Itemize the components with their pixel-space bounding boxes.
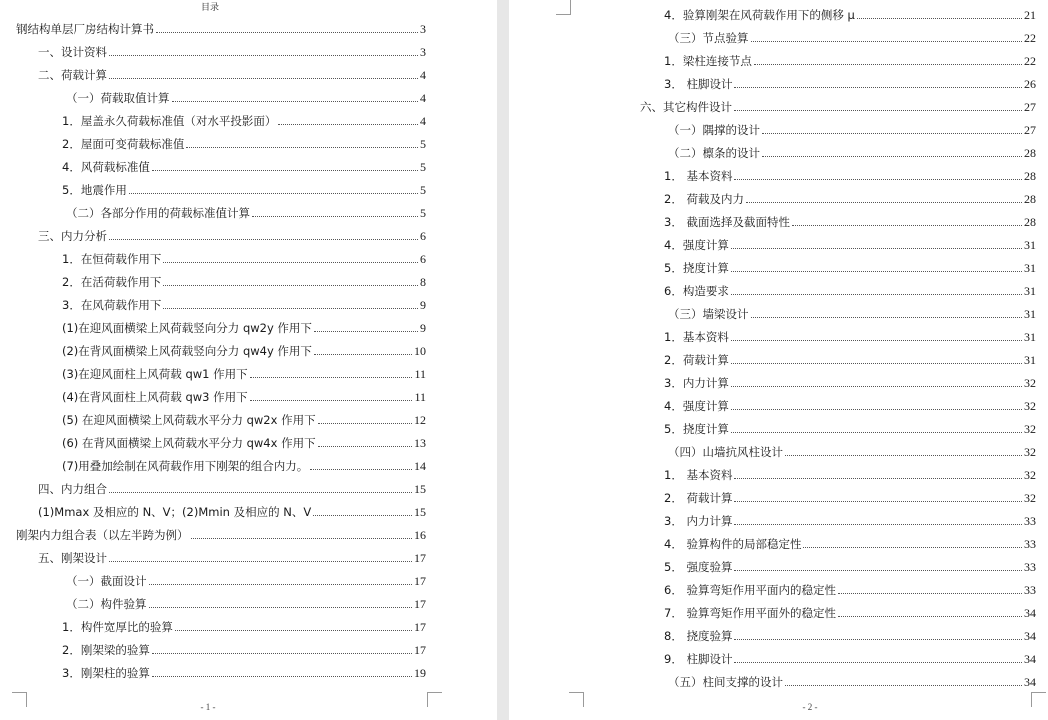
toc-dot-leader [731,247,1022,249]
toc-entry[interactable] [62,434,426,450]
toc-entry[interactable] [38,549,426,565]
toc-page-number: 34 [1024,629,1036,643]
toc-entry-title: 5．挠度计算 [664,422,729,436]
toc-entry-title: 钢结构单层厂房结构计算书 [16,22,154,36]
toc-entry[interactable] [664,466,1036,482]
toc-heading: 目录 [200,3,219,13]
toc-dot-leader [109,491,412,493]
toc-dot-leader [754,63,1022,65]
toc-entry[interactable] [664,374,1036,390]
toc-entry-title: 9． 柱脚设计 [664,652,733,666]
toc-entry[interactable] [664,282,1036,298]
toc-page-number: 9 [420,321,426,335]
toc-page-number: 5 [420,206,426,220]
toc-page-number: 32 [1024,445,1036,459]
toc-dot-leader [734,86,1022,88]
toc-dot-leader [731,270,1022,272]
toc-entry[interactable] [38,66,426,82]
toc-dot-leader [731,293,1022,295]
toc-page-number: 15 [414,505,426,519]
toc-entry-title: 1．屋盖永久荷载标准值（对水平投影面） [62,114,277,128]
toc-page-number: 22 [1024,31,1036,45]
toc-page-number: 28 [1024,192,1036,206]
toc-dot-leader [734,178,1022,180]
toc-dot-leader [803,546,1022,548]
toc-entry-title: 2． 荷载计算 [664,491,733,505]
toc-entry[interactable] [38,503,426,519]
toc-entry[interactable] [62,342,426,358]
toc-dot-leader [751,316,1023,318]
toc-entry-title: 7． 验算弯矩作用平面外的稳定性 [664,606,836,620]
toc-entry-title: (1)在迎风面横梁上风荷载竖向分力 qw2y 作用下 [62,321,312,335]
toc-entry-title: 3．内力计算 [664,376,729,390]
toc-dot-leader [792,224,1022,226]
toc-dot-leader [250,376,413,378]
crop-mark [569,692,584,707]
toc-dot-leader [731,408,1022,410]
toc-dot-leader [163,307,418,309]
toc-page-number: 22 [1024,54,1036,68]
toc-entry[interactable] [66,204,426,220]
toc-page-number: 4 [420,114,426,128]
toc-entry-title: (1)Mmax 及相应的 N、V；(2)Mmin 及相应的 N、V [38,505,312,519]
toc-page-number: 17 [414,551,426,565]
toc-dot-leader [746,201,1022,203]
toc-page-number: 26 [1024,77,1036,91]
toc-entry-title: 5．挠度计算 [664,261,729,275]
toc-page-number: 28 [1024,215,1036,229]
toc-entry[interactable] [640,98,1036,114]
toc-dot-leader [278,123,418,125]
toc-dot-leader [785,684,1022,686]
toc-page-number: 33 [1024,560,1036,574]
toc-entry[interactable] [62,618,426,634]
toc-page-number: 17 [414,643,426,657]
toc-dot-leader [152,652,412,654]
toc-entry[interactable] [66,595,426,611]
toc-entry[interactable] [62,664,426,680]
toc-dot-leader [109,77,418,79]
toc-dot-leader [751,40,1023,42]
toc-entry[interactable] [668,443,1036,459]
toc-entry-title: （一）隅撑的设计 [668,123,760,137]
toc-entry-title: 4．验算刚架在风荷载作用下的侧移 μ [664,8,855,22]
toc-page-number: 31 [1024,284,1036,298]
toc-page-number: 5 [420,183,426,197]
toc-dot-leader [152,675,412,677]
document-page-1 [0,0,497,720]
toc-page-number: 28 [1024,169,1036,183]
toc-dot-leader [314,353,412,355]
toc-dot-leader [731,431,1022,433]
toc-page-number: 32 [1024,468,1036,482]
toc-dot-leader [734,109,1022,111]
toc-dot-leader [149,606,413,608]
toc-dot-leader [109,560,412,562]
toc-entry[interactable] [62,365,426,381]
crop-mark [12,692,27,707]
toc-page-number: 33 [1024,514,1036,528]
toc-page-number: 32 [1024,399,1036,413]
toc-entry[interactable] [664,650,1036,666]
toc-page-number: 31 [1024,307,1036,321]
toc-page-number: 13 [414,436,426,450]
toc-entry[interactable] [16,526,426,542]
toc-entry[interactable] [664,236,1036,252]
toc-entry-title: 1．构件宽厚比的验算 [62,620,173,634]
toc-page-number: 3 [420,22,426,36]
toc-page-number: 34 [1024,652,1036,666]
toc-entry[interactable] [664,489,1036,505]
toc-dot-leader [731,385,1022,387]
toc-entry-title: 2．在活荷载作用下 [62,275,162,289]
toc-dot-leader [734,477,1022,479]
toc-dot-leader [175,629,412,631]
toc-dot-leader [163,261,418,263]
toc-page-number: 6 [420,229,426,243]
toc-dot-leader [172,100,419,102]
toc-entry-title: 2． 荷载及内力 [664,192,744,206]
toc-entry[interactable] [66,89,426,105]
toc-entry-title: 3． 截面选择及截面特性 [664,215,790,229]
toc-entry-title: (5) 在迎风面横梁上风荷载水平分力 qw2x 作用下 [62,413,316,427]
toc-entry-title: 三、内力分析 [38,229,107,243]
page-number-footer: - 2 - [802,702,818,712]
toc-dot-leader [314,330,418,332]
toc-entry[interactable] [38,480,426,496]
toc-entry-title: 3．在风荷载作用下 [62,298,162,312]
toc-entry[interactable] [66,572,426,588]
toc-entry-title: 5．地震作用 [62,183,127,197]
toc-page-number: 6 [420,252,426,266]
toc-entry-title: 6． 验算弯矩作用平面内的稳定性 [664,583,836,597]
toc-entry-title: 刚架内力组合表（以左半跨为例） [16,528,189,542]
toc-dot-leader [109,238,418,240]
toc-entry[interactable] [664,512,1036,528]
page-gap [497,0,509,720]
toc-dot-leader [318,422,412,424]
toc-entry-title: 4． 验算构件的局部稳定性 [664,537,802,551]
toc-entry[interactable] [664,351,1036,367]
toc-entry-title: 4．强度计算 [664,238,729,252]
toc-page-number: 31 [1024,238,1036,252]
toc-entry[interactable] [62,388,426,404]
toc-dot-leader [762,132,1022,134]
toc-entry[interactable] [62,112,426,128]
toc-page-number: 33 [1024,583,1036,597]
toc-entry[interactable] [62,457,426,473]
toc-dot-leader [191,537,413,539]
toc-entry[interactable] [16,20,426,36]
page-number-footer: - 1 - [200,702,216,712]
toc-dot-leader [734,661,1022,663]
toc-page-number: 32 [1024,376,1036,390]
toc-page-number: 9 [420,298,426,312]
toc-page-number: 17 [414,574,426,588]
toc-page-number: 11 [414,390,426,404]
toc-entry[interactable] [62,273,426,289]
toc-entry[interactable] [62,158,426,174]
toc-entry[interactable] [664,397,1036,413]
toc-entry-title: 3． 内力计算 [664,514,733,528]
toc-entry-title: 3．刚架柱的验算 [62,666,150,680]
toc-dot-leader [129,192,418,194]
toc-dot-leader [734,638,1022,640]
toc-page-number: 16 [414,528,426,542]
toc-entry-title: 1． 基本资料 [664,468,733,482]
toc-entry[interactable] [664,558,1036,574]
toc-entry-title: (2)在背风面横梁上风荷载竖向分力 qw4y 作用下 [62,344,312,358]
toc-page-number: 31 [1024,261,1036,275]
toc-page-number: 31 [1024,353,1036,367]
toc-entry-title: 4．强度计算 [664,399,729,413]
toc-entry-title: 2．屋面可变荷载标准值 [62,137,185,151]
toc-entry-title: （五）柱间支撑的设计 [668,675,783,689]
toc-entry[interactable] [62,319,426,335]
toc-entry[interactable] [664,420,1036,436]
toc-entry-title: （二）构件验算 [66,597,147,611]
toc-dot-leader [731,339,1022,341]
crop-mark [1031,692,1046,707]
toc-dot-leader [734,500,1022,502]
toc-dot-leader [318,445,412,447]
toc-dot-leader [149,583,413,585]
toc-entry[interactable] [664,581,1036,597]
toc-entry[interactable] [664,535,1036,551]
toc-entry[interactable] [62,641,426,657]
toc-page-number: 21 [1024,8,1036,22]
toc-entry[interactable] [664,167,1036,183]
toc-page-number: 12 [414,413,426,427]
toc-entry-title: （一）截面设计 [66,574,147,588]
toc-dot-leader [838,592,1022,594]
toc-dot-leader [152,169,418,171]
toc-dot-leader [313,514,412,516]
toc-entry[interactable] [62,411,426,427]
toc-page-number: 10 [414,344,426,358]
toc-entry-title: 3． 柱脚设计 [664,77,733,91]
crop-mark [427,692,442,707]
toc-dot-leader [734,523,1022,525]
toc-entry-title: 8． 挠度验算 [664,629,733,643]
toc-page-number: 5 [420,160,426,174]
toc-entry-title: (7)用叠加绘制在风荷载作用下刚架的组合内力。 [62,459,309,473]
toc-entry-title: 2．刚架梁的验算 [62,643,150,657]
toc-entry-title: 一、设计资料 [38,45,107,59]
toc-entry[interactable] [62,181,426,197]
toc-page-number: 17 [414,620,426,634]
toc-entry[interactable] [62,250,426,266]
toc-entry-title: 二、荷载计算 [38,68,107,82]
toc-dot-leader [857,17,1022,19]
toc-entry-title: 4．风荷载标准值 [62,160,150,174]
toc-page-number: 15 [414,482,426,496]
toc-dot-leader [731,362,1022,364]
toc-entry[interactable] [664,52,1036,68]
toc-entry-title: （四）山墙抗风柱设计 [668,445,783,459]
toc-entry[interactable] [668,673,1036,689]
toc-page-number: 33 [1024,537,1036,551]
toc-entry-title: （三）墙梁设计 [668,307,749,321]
toc-page-number: 34 [1024,606,1036,620]
toc-entry-title: 四、内力组合 [38,482,107,496]
toc-page-number: 32 [1024,491,1036,505]
toc-page-number: 4 [420,91,426,105]
toc-page-number: 28 [1024,146,1036,160]
toc-dot-leader [838,615,1022,617]
toc-page-number: 32 [1024,422,1036,436]
toc-entry[interactable] [668,121,1036,137]
toc-dot-leader [310,468,412,470]
toc-dot-leader [785,454,1022,456]
toc-entry-title: （二）各部分作用的荷载标准值计算 [66,206,250,220]
toc-page-number: 3 [420,45,426,59]
toc-page-number: 17 [414,597,426,611]
toc-entry-title: 1．梁柱连接节点 [664,54,752,68]
toc-entry[interactable] [38,43,426,59]
document-page-2 [509,0,1048,720]
toc-dot-leader [250,399,413,401]
toc-page-number: 19 [414,666,426,680]
toc-dot-leader [186,146,418,148]
toc-entry[interactable] [664,328,1036,344]
toc-entry-title: 1． 基本资料 [664,169,733,183]
toc-entry-title: 1．基本资料 [664,330,729,344]
toc-page-number: 34 [1024,675,1036,689]
toc-entry[interactable] [668,144,1036,160]
toc-entry-title: 1．在恒荷载作用下 [62,252,162,266]
toc-dot-leader [252,215,418,217]
toc-entry-title: 2．荷载计算 [664,353,729,367]
toc-dot-leader [762,155,1022,157]
toc-page-number: 5 [420,137,426,151]
toc-entry[interactable] [664,75,1036,91]
toc-entry-title: 五、刚架设计 [38,551,107,565]
toc-entry-title: 5． 强度验算 [664,560,733,574]
toc-dot-leader [156,31,418,33]
toc-entry-title: (6) 在背风面横梁上风荷载水平分力 qw4x 作用下 [62,436,316,450]
toc-dot-leader [109,54,418,56]
toc-page-number: 8 [420,275,426,289]
toc-page-number: 4 [420,68,426,82]
toc-entry[interactable] [664,6,1036,22]
toc-entry[interactable] [62,135,426,151]
toc-entry[interactable] [664,604,1036,620]
toc-entry[interactable] [664,259,1036,275]
toc-entry-title: (4)在背风面柱上风荷载 qw3 作用下 [62,390,248,404]
toc-page-number: 27 [1024,123,1036,137]
crop-mark [556,0,571,15]
toc-dot-leader [163,284,418,286]
toc-entry-title: （三）节点验算 [668,31,749,45]
toc-entry[interactable] [668,29,1036,45]
toc-entry-title: 6．构造要求 [664,284,729,298]
toc-dot-leader [734,569,1022,571]
toc-entry[interactable] [664,213,1036,229]
toc-page-number: 27 [1024,100,1036,114]
toc-entry-title: （二）檩条的设计 [668,146,760,160]
toc-entry[interactable] [62,296,426,312]
toc-entry-title: 六、其它构件设计 [640,100,732,114]
toc-entry[interactable] [38,227,426,243]
toc-entry-title: (3)在迎风面柱上风荷载 qw1 作用下 [62,367,248,381]
toc-page-number: 11 [414,367,426,381]
toc-entry[interactable] [664,190,1036,206]
toc-entry[interactable] [664,627,1036,643]
toc-entry[interactable] [668,305,1036,321]
toc-entry-title: （一）荷载取值计算 [66,91,170,105]
toc-page-number: 14 [414,459,426,473]
toc-page-number: 31 [1024,330,1036,344]
